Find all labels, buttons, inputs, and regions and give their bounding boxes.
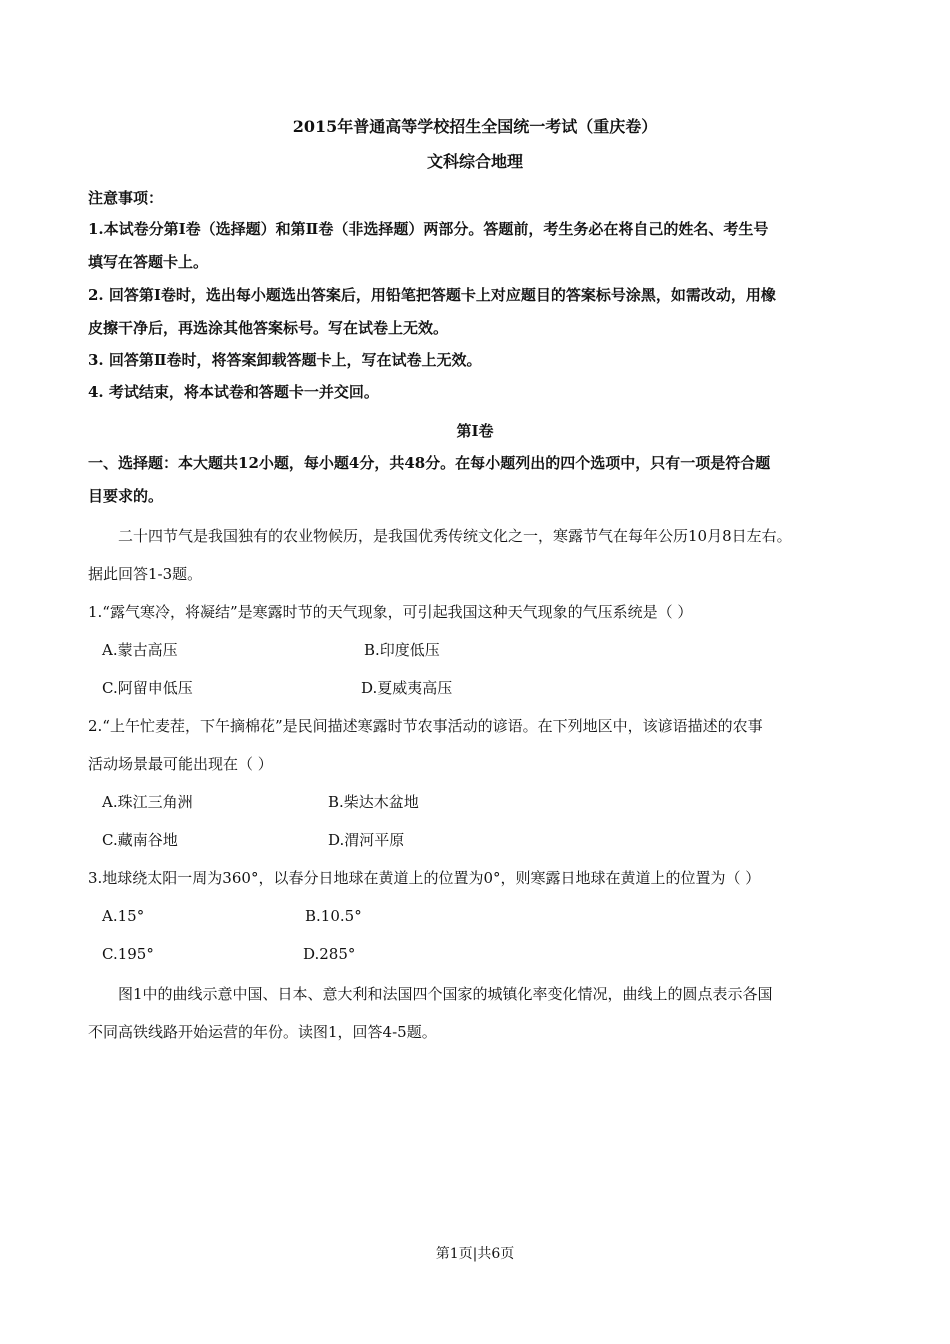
question-3-option-d: D.285° <box>303 945 356 963</box>
question-3-stem: 3.地球绕太阳一周为360°，以春分日地球在黄道上的位置为0°，则寒露日地球在黄道上的位置为（ ） <box>88 869 761 887</box>
part-1-heading: 第Ⅰ卷 <box>456 422 494 440</box>
notice-item-2-line-2: 皮擦干净后，再选涂其他答案标号。写在试卷上无效。 <box>88 319 449 337</box>
question-1-option-c: C.阿留申低压 <box>102 679 193 697</box>
section-instructions-line-2: 目要求的。 <box>88 487 164 505</box>
page-footer: 第1页|共6页 <box>435 1246 515 1262</box>
intro-2-line-1: 图1中的曲线示意中国、日本、意大利和法国四个国家的城镇化率变化情况，曲线上的圆点表示各国 <box>118 985 773 1003</box>
question-3-option-b: B.10.5° <box>305 907 362 925</box>
question-1-option-d: D.夏威夷高压 <box>361 679 453 697</box>
notice-heading: 注意事项： <box>88 189 164 207</box>
question-2-option-b: B.柴达木盆地 <box>328 793 419 811</box>
question-2-stem-line-1: 2.“上午忙麦茬，下午摘棉花”是民间描述寒露时节农事活动的谚语。在下列地区中，该谚语描述的农事 <box>88 717 763 735</box>
intro-1-line-2: 据此回答1-3题。 <box>88 565 203 583</box>
question-2-stem-line-2: 活动场景最可能出现在（ ） <box>88 755 273 773</box>
question-2-option-d: D.渭河平原 <box>328 831 405 849</box>
question-3-option-c: C.195° <box>102 945 154 963</box>
question-1-option-a: A.蒙古高压 <box>102 641 178 659</box>
question-1-stem: 1.“露气寒冷，将凝结”是寒露时节的天气现象，可引起我国这种天气现象的气压系统是（ ） <box>88 603 693 621</box>
intro-1-line-1: 二十四节气是我国独有的农业物候历，是我国优秀传统文化之一，寒露节气在每年公历10月8日左右。 <box>118 527 792 545</box>
notice-item-4: 4. 考试结束，将本试卷和答题卡一并交回。 <box>88 383 379 401</box>
question-2-option-a: A.珠江三角洲 <box>102 793 193 811</box>
exam-title: 2015年普通高等学校招生全国统一考试（重庆卷） <box>292 117 658 136</box>
notice-item-3: 3. 回答第Ⅱ卷时，将答案卸载答题卡上，写在试卷上无效。 <box>88 351 482 369</box>
question-3-option-a: A.15° <box>102 907 145 925</box>
question-1-option-b: B.印度低压 <box>364 641 440 659</box>
notice-item-1-line-1: 1.本试卷分第Ⅰ卷（选择题）和第Ⅱ卷（非选择题）两部分。答题前，考生务必在将自己的姓名、考生号 <box>88 220 769 238</box>
question-2-option-c: C.藏南谷地 <box>102 831 178 849</box>
exam-subtitle: 文科综合地理 <box>426 152 523 171</box>
section-instructions-line-1: 一、选择题：本大题共12小题，每小题4分，共48分。在每小题列出的四个选项中，只有一项是符合题 <box>88 454 771 472</box>
notice-item-1-line-2: 填写在答题卡上。 <box>88 253 209 271</box>
notice-item-2-line-1: 2. 回答第Ⅰ卷时，选出每小题选出答案后，用铅笔把答题卡上对应题目的答案标号涂黑，如需改动，用橡 <box>88 286 776 304</box>
intro-2-line-2: 不同高铁线路开始运营的年份。读图1，回答4-5题。 <box>88 1023 437 1041</box>
